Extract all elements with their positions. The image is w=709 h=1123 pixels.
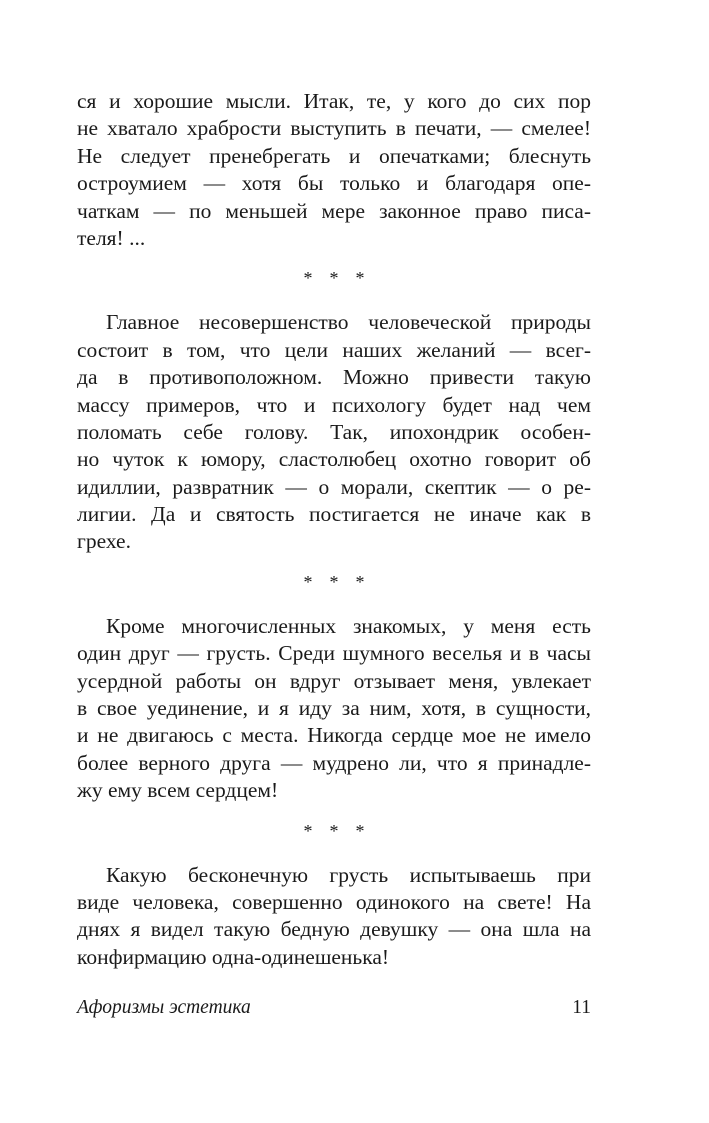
text-line: жу ему всем сердцем! bbox=[77, 778, 279, 803]
text-line: и не двигаюсь с места. Никогда сердце мое не имело bbox=[77, 723, 591, 748]
separator-asterisk: * bbox=[355, 268, 365, 289]
text-line: грехе. bbox=[77, 529, 131, 554]
text-line: ся и хорошие мысли. Итак, те, у кого до сих пор bbox=[77, 89, 591, 113]
page-number: 11 bbox=[572, 997, 591, 1018]
text-line: более верного друга — мудрено ли, что я принадле- bbox=[77, 750, 591, 775]
text-line: поломать себе голову. Так, ипохондрик особен- bbox=[77, 419, 591, 444]
separator-asterisk: * bbox=[329, 820, 339, 841]
page-footer bbox=[77, 995, 591, 1021]
separator-asterisk: * bbox=[355, 820, 365, 841]
text-line: Главное несовершенство человеческой природы bbox=[106, 310, 591, 335]
text-line: теля! ... bbox=[77, 225, 146, 250]
text-line: не хватало храбрости выступить в печати, — смелее! bbox=[77, 116, 591, 141]
text-line: идиллии, развратник — о морали, скептик — о ре- bbox=[77, 474, 591, 499]
text-line: днях я видел такую бедную девушку — она шла на bbox=[77, 917, 591, 942]
page-body bbox=[77, 88, 591, 971]
running-title: Афоризмы эстетика bbox=[77, 997, 251, 1018]
separator-asterisk: * bbox=[303, 820, 313, 841]
text-line: чаткам — по меньшей мере законное право писа- bbox=[77, 198, 591, 223]
text-line: состоит в том, что цели наших желаний — всег- bbox=[77, 337, 591, 362]
text-line: в свое уединение, и я иду за ним, хотя, в сущности, bbox=[77, 696, 591, 721]
separator-asterisk: * bbox=[303, 268, 313, 289]
paragraph-2 bbox=[77, 309, 591, 556]
separator-asterisk: * bbox=[355, 571, 365, 592]
paragraph-4 bbox=[77, 862, 591, 972]
text-line: один друг — грусть. Среди шумного веселья и в часы bbox=[77, 641, 591, 666]
text-line: Какую бесконечную грусть испытываешь при bbox=[106, 862, 591, 887]
text-line: конфирмацию одна-одинешенька! bbox=[77, 944, 390, 969]
section-separator bbox=[77, 819, 591, 844]
text-line: усердной работы он вдруг отзывает меня, увлекает bbox=[77, 668, 591, 693]
separator-asterisk: * bbox=[303, 571, 313, 592]
text-line: виде человека, совершенно одинокого на свете! На bbox=[77, 889, 591, 914]
text-line: но чуток к юмору, сластолюбец охотно говорит об bbox=[77, 447, 591, 472]
text-line: остроумием — хотя бы только и благодаря опе- bbox=[77, 171, 591, 196]
text-line: Кроме многочисленных знакомых, у меня есть bbox=[106, 613, 591, 638]
text-line: лигии. Да и святость постигается не иначе как в bbox=[77, 502, 591, 527]
paragraph-3 bbox=[77, 613, 591, 805]
separator-asterisk: * bbox=[329, 268, 339, 289]
text-line: да в противоположном. Можно привести такую bbox=[77, 365, 591, 390]
section-separator bbox=[77, 570, 591, 595]
section-separator bbox=[77, 266, 591, 291]
text-line: Не следует пренебрегать и опечатками; блеснуть bbox=[77, 143, 591, 168]
paragraph-1 bbox=[77, 88, 591, 252]
separator-asterisk: * bbox=[329, 571, 339, 592]
text-line: массу примеров, что и психологу будет над чем bbox=[77, 392, 591, 417]
